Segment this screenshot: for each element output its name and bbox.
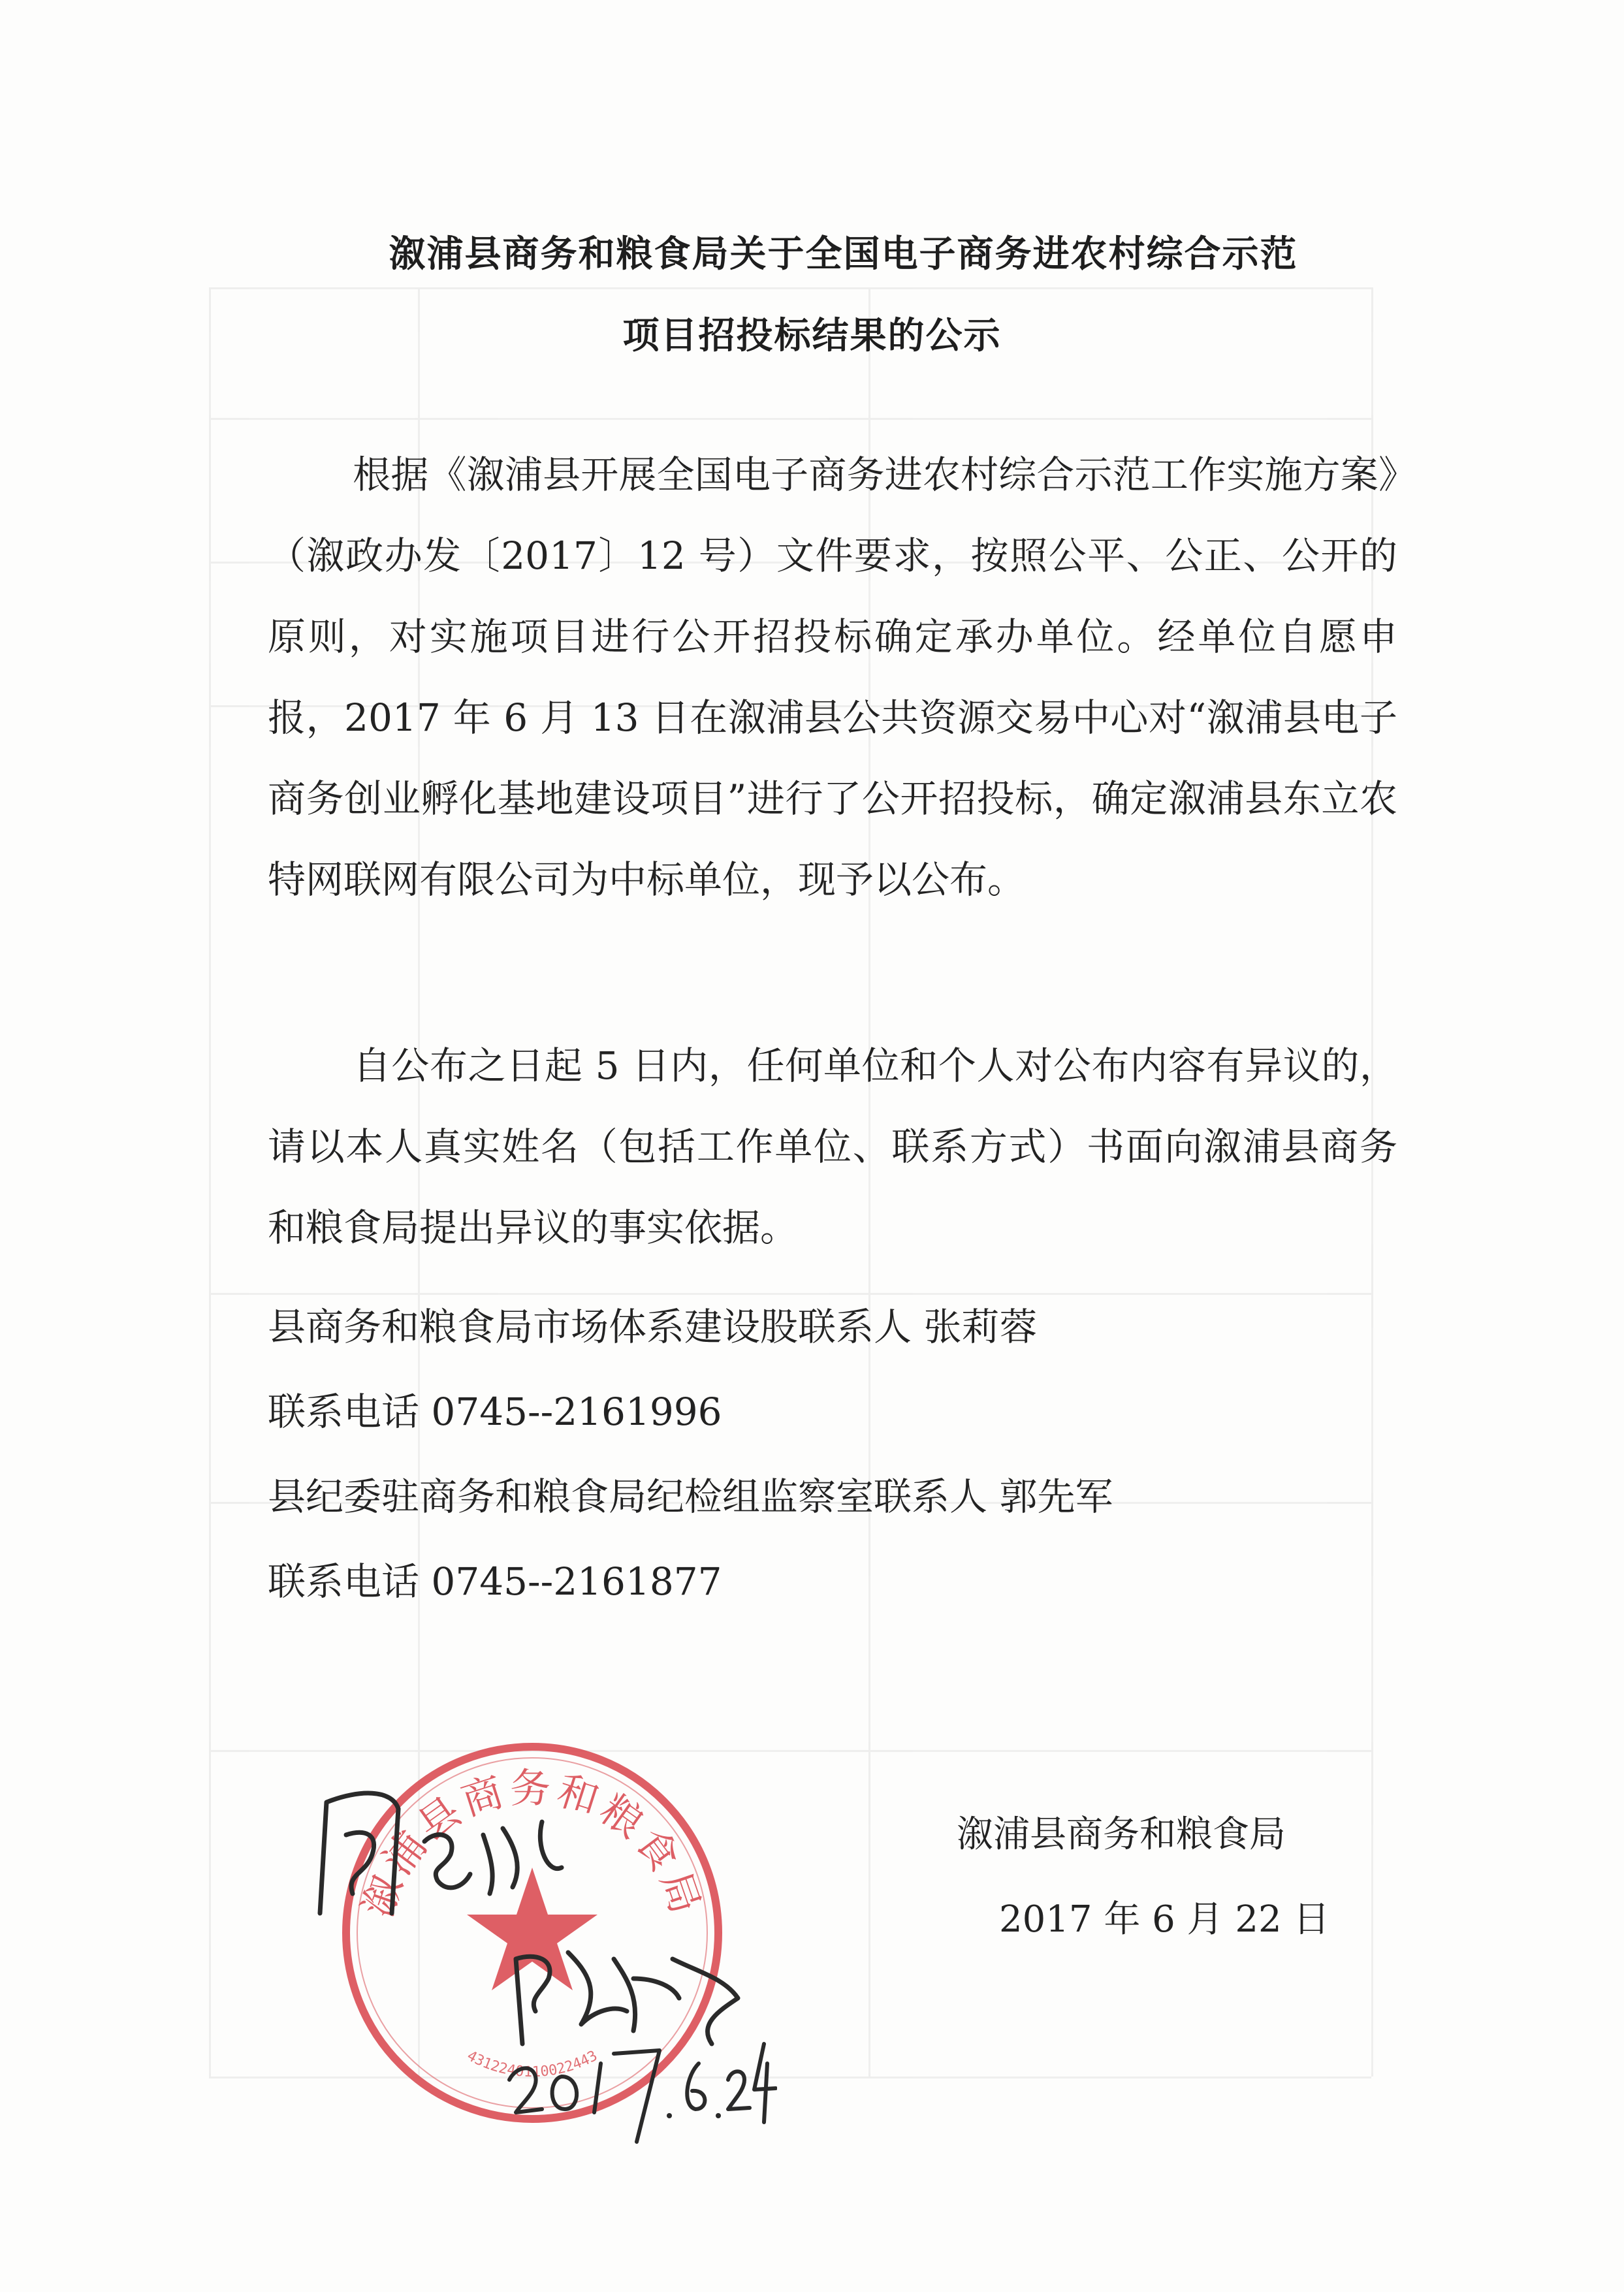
seal-number: 4312240110022443 <box>464 2047 601 2081</box>
seal-text: 溆浦县商务和粮食局 <box>353 1764 711 1923</box>
body-paragraph-2-text: 自公布之日起 5 日内，任何单位和个人对公布内容有异议的，请以本人真实姓名（包括工作单位、联系方式）书面向溆浦县商务和粮食局提出异议的事实依据。 <box>268 1043 1397 1250</box>
signature-date: 2017 年 6 月 22 日 <box>999 1898 1330 1941</box>
body-paragraph-1-text: 根据《溆浦县开展全国电子商务进农村综合示范工作实施方案》（溆政办发〔2017〕12 号）文件要求，按照公平、公正、公开的原则，对实施项目进行公开招投标确定承办单位。经单位自愿申报，2017 年 6 月 13 日在溆浦县公共资源交易中心对“溆浦县电子商务创业孵化基地建设项目”进行了公开招投标，确定溆浦县东立农特网联网有限公司为中标单位，现予以公布。 <box>268 453 1397 902</box>
body-paragraph-1 <box>268 434 1397 920</box>
handwritten-date-marking <box>503 2018 777 2148</box>
document-title-line-1: 溆浦县商务和粮食局关于全国电子商务进农村综合示范 <box>389 233 1298 276</box>
contact-phone-1: 联系电话 0745--2161996 <box>268 1390 722 1434</box>
document-title-line-2: 项目招投标结果的公示 <box>622 315 1002 357</box>
contact-phone-2: 联系电话 0745--2161877 <box>268 1559 722 1604</box>
signature-organization: 溆浦县商务和粮食局 <box>957 1813 1286 1856</box>
contact-person-2: 县纪委驻商务和粮食局纪检组监察室联系人 郭先军 <box>268 1474 1113 1519</box>
body-paragraph-2 <box>268 1025 1397 1268</box>
contact-person-1: 县商务和粮食局市场体系建设股联系人 张莉蓉 <box>268 1305 1038 1349</box>
